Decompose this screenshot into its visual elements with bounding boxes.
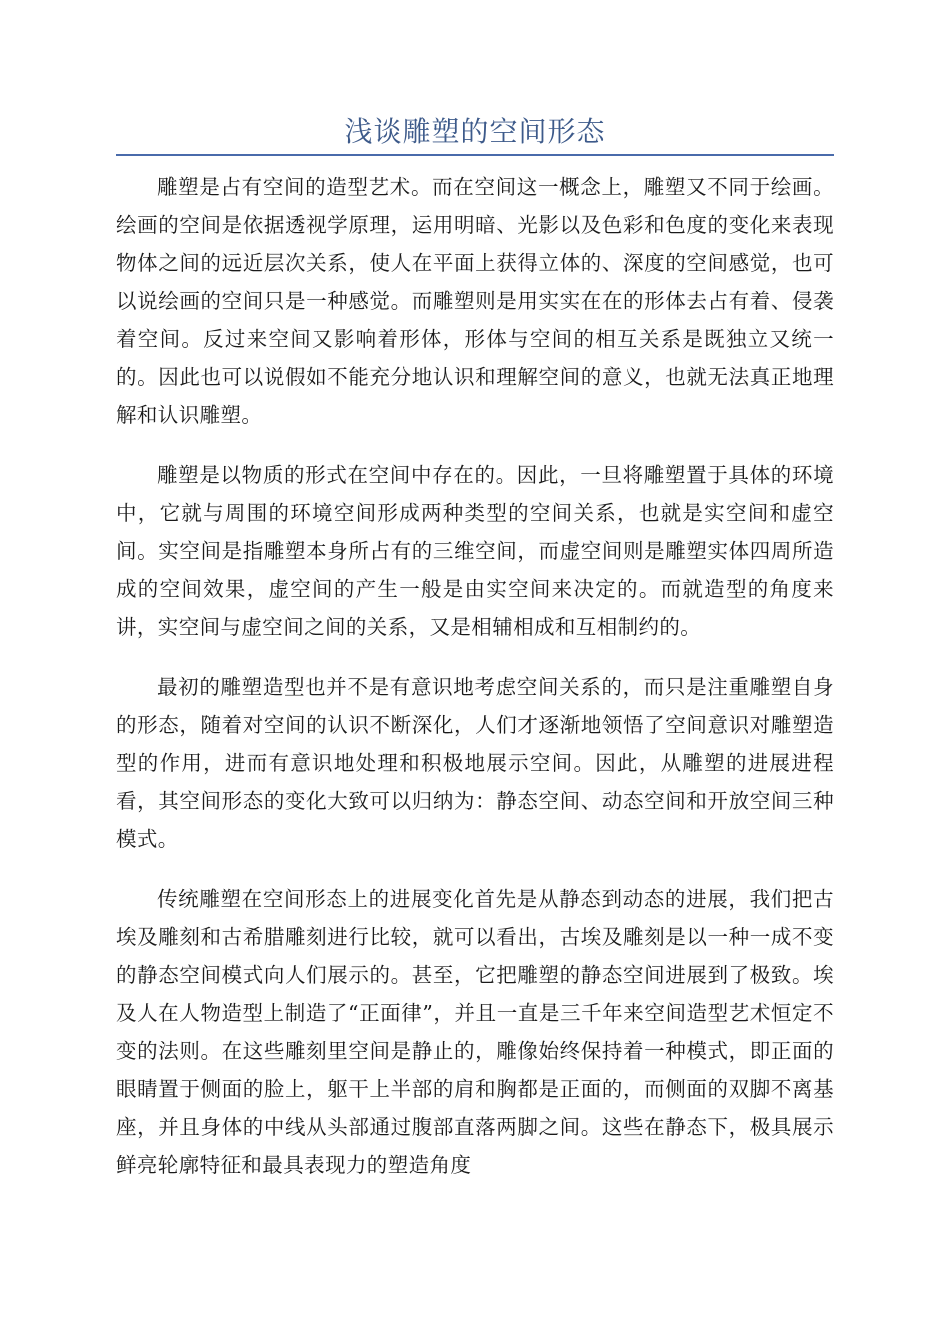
title-underline (116, 154, 834, 156)
paragraph-2: 雕塑是以物质的形式在空间中存在的。因此，一旦将雕塑置于具体的环境中，它就与周围的环境空间形成两种类型的空间关系，也就是实空间和虚空间。实空间是指雕塑本身所占有的三维空间，而虚空间则是雕塑实体四周所造成的空间效果，虚空间的产生一般是由实空间来决定的。而就造型的角度来讲，实空间与虚空间之间的关系，又是相辅相成和互相制约的。 (116, 463, 834, 639)
title-block (116, 112, 834, 156)
paragraph-4: 传统雕塑在空间形态上的进展变化首先是从静态到动态的进展，我们把古埃及雕刻和古希腊雕刻进行比较，就可以看出，古埃及雕刻是以一种一成不变的静态空间模式向人们展示的。甚至，它把雕塑的静态空间进展到了极致。埃及人在人物造型上制造了“正面律”，并且一直是三千年来空间造型艺术恒定不变的法则。在这些雕刻里空间是静止的，雕像始终保持着一种模式，即正面的眼睛置于侧面的脸上，躯干上半部的肩和胸都是正面的，而侧面的双脚不离基座，并且身体的中线从头部通过腹部直落两脚之间。这些在静态下，极具展示鲜亮轮廓特征和最具表现力的塑造角度 (116, 887, 834, 1177)
document-title: 浅谈雕塑的空间形态 (344, 115, 606, 148)
paragraph-1: 雕塑是占有空间的造型艺术。而在空间这一概念上，雕塑又不同于绘画。绘画的空间是依据透视学原理，运用明暗、光影以及色彩和色度的变化来表现物体之间的远近层次关系，使人在平面上获得立体的、深度的空间感觉，也可以说绘画的空间只是一种感觉。而雕塑则是用实实在在的形体去占有着、侵袭着空间。反过来空间又影响着形体，形体与空间的相互关系是既独立又统一的。因此也可以说假如不能充分地认识和理解空间的意义，也就无法真正地理解和认识雕塑。 (116, 175, 834, 427)
document-body (116, 168, 834, 1206)
paragraph-3: 最初的雕塑造型也并不是有意识地考虑空间关系的，而只是注重雕塑自身的形态，随着对空间的认识不断深化，人们才逐渐地领悟了空间意识对雕塑造型的作用，进而有意识地处理和积极地展示空间。因此，从雕塑的进展进程看，其空间形态的变化大致可以归纳为：静态空间、动态空间和开放空间三种模式。 (116, 675, 834, 851)
